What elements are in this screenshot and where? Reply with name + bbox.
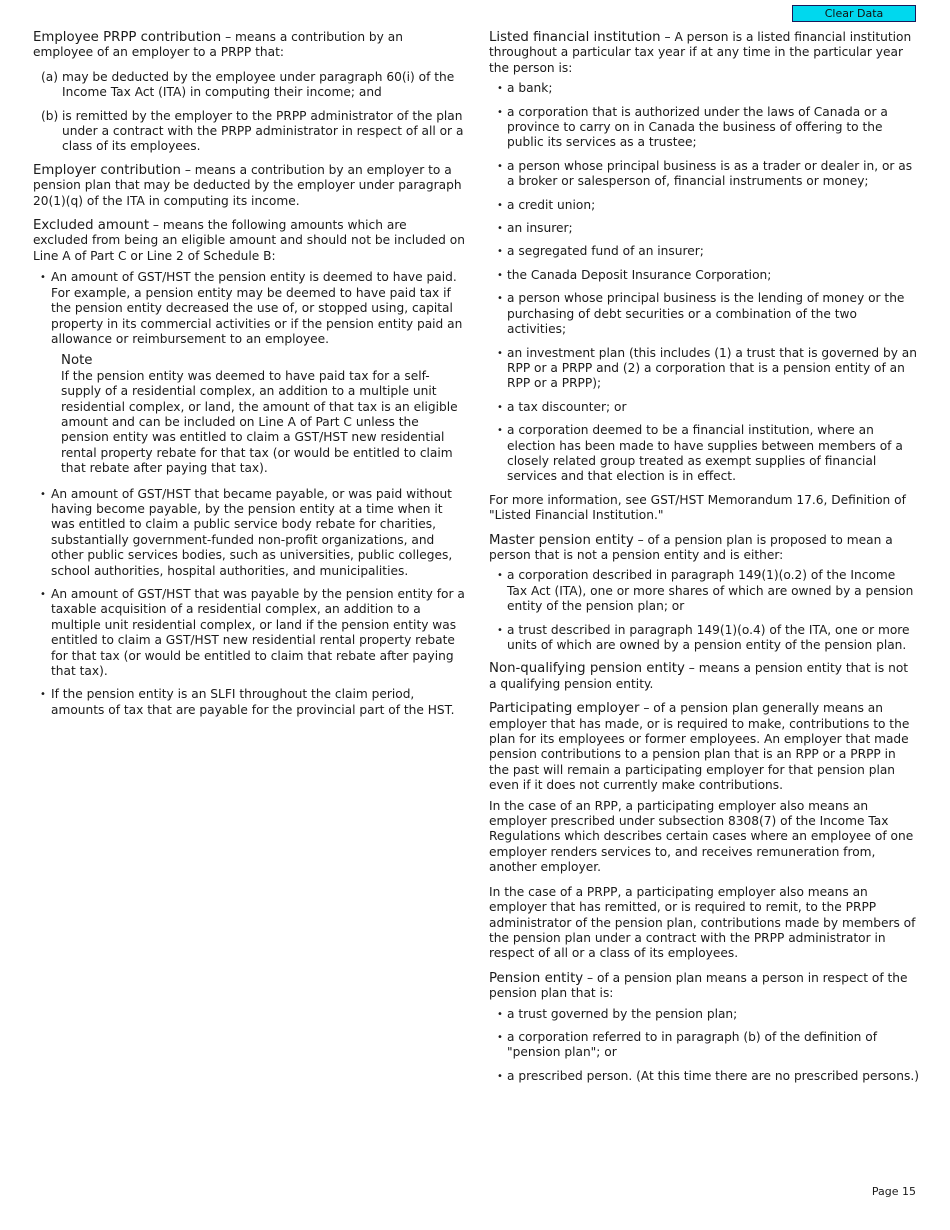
bullet-icon: • [497, 624, 503, 636]
employee-prpp-list [33, 70, 465, 155]
bullet-icon: • [497, 293, 503, 305]
list-item [489, 159, 919, 190]
master-list [489, 568, 919, 653]
definition-excluded-amount [33, 218, 465, 264]
list-item [489, 346, 919, 392]
bullet-icon: • [497, 1031, 503, 1043]
bullet-icon: • [497, 223, 503, 235]
list-marker: (a) [41, 69, 58, 84]
definition-text: – of a pension plan means a person in respect of the pension plan that is: [489, 970, 908, 1001]
note-text: If the pension entity was deemed to have paid tax for a self-supply of a residential complex, an addition to a multiple unit residential complex, or land, the amount of that tax is an eligible amount and can be included on Line A of Part C unless the pension entity was entitled to claim a GST/HST new residential rental property rebate for that tax (or would be entitled to claim that rebate after paying that tax). [61, 368, 458, 476]
list-item [33, 109, 465, 155]
bullet-icon: • [40, 689, 46, 701]
list-item-text: If the pension entity is an SLFI throughout the claim period, amounts of tax that are payable for the provincial part of the HST. [51, 687, 455, 717]
participating-prpp-paragraph: In the case of a PRPP, a participating employer also means an employer that has remitted, or is required to remit, to the PRPP administrator of the pension plan, contributions made by members of the pension plan under a contract with the PRPP administrator in respect of all or a class of its employees. [489, 884, 916, 961]
list-item-text: a bank; [507, 81, 553, 96]
list-item [33, 487, 465, 579]
list-item-text: An amount of GST/HST that became payable, or was paid without having become payable, by the pension entity at a time when it was entitled to claim a public service body rebate for charities, substantially government-funded non-profit organizations, and other public services bodies, such as universities, public colleges, school authorities, hospital authorities, and municipalities. [51, 486, 453, 578]
lfi-list [489, 81, 919, 485]
left-column [33, 30, 465, 726]
lfi-more-info: For more information, see GST/HST Memorandum 17.6, Definition of "Listed Financial Institution." [489, 492, 906, 523]
list-marker: (b) [41, 108, 59, 123]
page-number: Page 15 [871, 1185, 916, 1198]
bullet-icon: • [497, 246, 503, 258]
list-item [489, 105, 919, 151]
bullet-icon: • [497, 1008, 503, 1020]
definition-text: – means a contribution by an employer to a pension plan that may be deducted by the employer under paragraph 20(1)(q) of the ITA in computing its income. [33, 162, 462, 208]
bullet-icon: • [497, 160, 503, 172]
pension-entity-list [489, 1007, 919, 1085]
bullet-icon: • [40, 488, 46, 500]
definition-pension-entity [489, 971, 919, 1002]
list-item-text: a corporation deemed to be a financial institution, where an election has been made to have supplies between members of a closely related group treated as exempt supplies of financial services and that election is in effect. [507, 423, 903, 484]
note-box [61, 353, 465, 476]
list-item [489, 423, 919, 485]
excluded-amount-list [33, 270, 465, 718]
bullet-icon: • [497, 199, 503, 211]
list-item [489, 81, 919, 96]
definition-master-pension-entity [489, 533, 919, 564]
list-item [489, 291, 919, 337]
clear-data-button[interactable]: Clear Data [792, 5, 916, 22]
definition-non-qualifying-pension-entity [489, 661, 919, 692]
term-excluded-amount: Excluded amount [33, 218, 150, 234]
term-pension-entity: Pension entity [489, 970, 584, 986]
list-item [33, 687, 465, 718]
list-item [33, 270, 465, 476]
list-item-text: an investment plan (this includes (1) a trust that is governed by an RPP or a PRPP and (2) a corporation that is a pension entity of an RPP or a PRPP); [507, 345, 917, 391]
bullet-icon: • [497, 425, 503, 437]
list-item [489, 400, 919, 415]
list-item [33, 70, 465, 101]
list-item [489, 568, 919, 614]
list-item-text: a corporation referred to in paragraph (b) of the definition of "pension plan"; or [507, 1029, 878, 1060]
bullet-icon: • [40, 589, 46, 600]
list-item [489, 268, 919, 283]
list-item-text: a corporation described in paragraph 149(1)(o.2) of the Income Tax Act (ITA), one or more shares of which are owned by a pension entity of the pension plan; or [507, 568, 914, 614]
list-item-text: may be deducted by the employee under paragraph 60(i) of the Income Tax Act (ITA) in computing their income; and [62, 69, 455, 100]
bullet-icon: • [497, 570, 503, 582]
definition-text: – A person is a listed financial institution throughout a particular tax year if at any time in the particular year the person is: [489, 30, 912, 75]
list-item-text: a tax discounter; or [507, 399, 627, 414]
bullet-icon: • [497, 269, 503, 281]
list-item [489, 1030, 919, 1061]
definition-employer-contribution [33, 163, 465, 209]
list-item-text: a person whose principal business is the lending of money or the purchasing of debt securities or a combination of the two activities; [507, 291, 905, 337]
bullet-icon: • [497, 401, 503, 413]
list-item-text: a corporation that is authorized under the laws of Canada or a province to carry on in Canada the business of offering to the public its services as a trustee; [507, 104, 888, 150]
definition-text: – means a pension entity that is not a qualifying pension entity. [489, 661, 909, 691]
term-participating-employer: Participating employer [489, 701, 640, 717]
list-item [33, 587, 465, 679]
term-non-qualifying-pension-entity: Non-qualifying pension entity [489, 661, 685, 677]
definition-text: – means the following amounts which are excluded from being an eligible amount and should not be included on Line A of Part C or Line 2 of Schedule B: [33, 218, 465, 263]
definition-participating-employer [489, 701, 919, 793]
list-item-text: a trust described in paragraph 149(1)(o.4) of the ITA, one or more units of which are owned by a pension entity of the pension plan. [507, 622, 910, 652]
list-item [489, 1007, 919, 1022]
bullet-icon: • [497, 347, 503, 359]
term-listed-financial-institution: Listed financial institution [489, 30, 661, 45]
list-item [489, 623, 919, 654]
definition-text: – of a pension plan is proposed to mean a person that is not a pension entity and is either: [489, 532, 893, 562]
note-title: Note [61, 353, 93, 369]
bullet-icon: • [40, 272, 46, 284]
list-item-text: is remitted by the employer to the PRPP administrator of the plan under a contract with the PRPP administrator in respect of all or a class of its employees. [62, 108, 464, 154]
participating-rpp-paragraph: In the case of an RPP, a participating employer also means an employer prescribed under subsection 8308(7) of the Income Tax Regulations which describes certain cases where an employee of one employer renders services to, and receives remuneration from, another employer. [489, 798, 914, 875]
list-item-text: An amount of GST/HST that was payable by the pension entity for a taxable acquisition of a residential complex, an addition to a multiple unit residential complex, or land if the pension entity was entitled to claim a GST/HST new residential rental property rebate for that tax (or would be entitled to claim that rebate after paying that tax). [51, 587, 465, 679]
list-item [489, 244, 919, 259]
bullet-icon: • [497, 1070, 503, 1082]
list-item-text: a segregated fund of an insurer; [507, 244, 704, 259]
list-item-text: a trust governed by the pension plan; [507, 1006, 738, 1021]
term-employer-contribution: Employer contribution [33, 162, 181, 178]
bullet-icon: • [497, 83, 503, 95]
right-column [489, 30, 919, 1092]
definition-employee-prpp [33, 30, 465, 61]
bullet-icon: • [497, 106, 503, 118]
list-item-text: An amount of GST/HST the pension entity is deemed to have paid. For example, a pension entity may be deemed to have paid tax if the pension entity decreased the use of, or stopped using, capital property in its commercial activities or if the pension entity paid an allowance or reimbursement to an employee. [51, 270, 463, 346]
list-item-text: a person whose principal business is as a trader or dealer in, or as a broker or salesperson of, financial instruments or money; [507, 158, 913, 189]
list-item [489, 1069, 919, 1084]
list-item-text: an insurer; [507, 221, 573, 236]
definition-listed-financial-institution [489, 30, 919, 76]
definition-text: – of a pension plan generally means an employer that has made, or is required to make, contributions to the plan for its employees or former employees. An employer that made pension contributions to a pension plan that is an RPP or a PRPP in the past will remain a participating employer for that pension plan even if it does not currently make contributions. [489, 701, 910, 793]
list-item-text: a prescribed person. (At this time there are no prescribed persons.) [507, 1068, 919, 1083]
list-item [489, 221, 919, 236]
term-employee-prpp: Employee PRPP contribution [33, 30, 222, 45]
list-item-text: a credit union; [507, 197, 596, 212]
list-item-text: the Canada Deposit Insurance Corporation; [507, 267, 772, 282]
term-master-pension-entity: Master pension entity [489, 532, 634, 548]
definition-text: – means a contribution by an employee of an employer to a PRPP that: [33, 30, 403, 60]
list-item [489, 198, 919, 213]
